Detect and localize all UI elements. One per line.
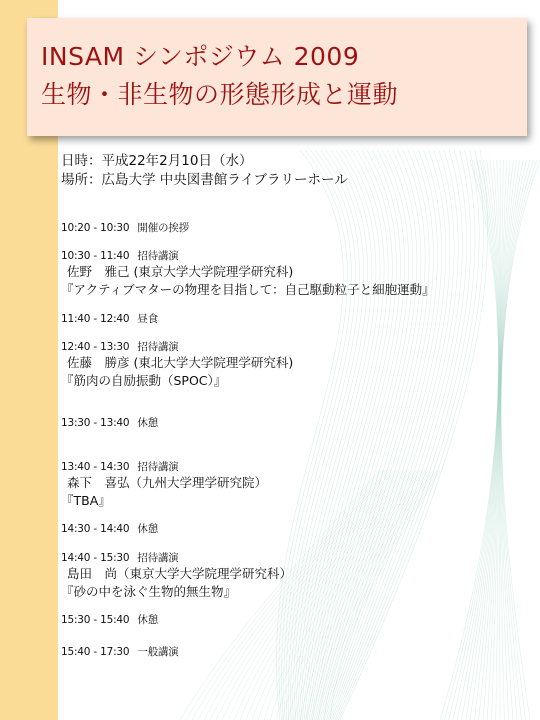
- entry-talk-title: 『アクティブマターの物理を目指して：自己駆動粒子と細胞運動』: [61, 282, 435, 297]
- entry-label: 休憩: [137, 614, 158, 626]
- entry-time: 10:20 - 10:30: [61, 222, 130, 234]
- schedule-entry: [61, 551, 292, 601]
- entry-time: 14:40 - 15:30: [61, 552, 130, 564]
- entry-time: 13:30 - 13:40: [61, 417, 130, 429]
- event-datetime: 日時：平成22年2月10日（水）: [61, 153, 253, 169]
- entry-speaker: 森下 喜弘（九州大学理学研究院）: [67, 475, 268, 490]
- entry-label: 招待講演: [137, 341, 179, 353]
- entry-time: 15:30 - 15:40: [61, 614, 130, 626]
- schedule-entry: [61, 312, 158, 326]
- entry-time: 11:40 - 12:40: [61, 313, 130, 325]
- schedule-entry: [61, 460, 267, 510]
- schedule-entry: [61, 613, 158, 627]
- entry-label: 開催の挨拶: [137, 222, 189, 234]
- entry-speaker: 佐藤 勝彦 (東北大学大学院理学研究科): [67, 355, 294, 370]
- entry-label: 休憩: [137, 523, 158, 535]
- entry-time: 14:30 - 14:40: [61, 523, 130, 535]
- schedule-entry: [61, 416, 158, 430]
- entry-label: 招待講演: [137, 250, 179, 262]
- entry-time: 13:40 - 14:30: [61, 461, 130, 473]
- schedule-entry: [61, 340, 293, 390]
- entry-label: 招待講演: [137, 552, 179, 564]
- entry-speaker: 佐野 雅己 (東京大学大学院理学研究科): [67, 264, 294, 279]
- title-line-1: INSAM シンポジウム 2009: [41, 42, 360, 71]
- entry-time: 12:40 - 13:30: [61, 341, 130, 353]
- entry-label: 招待講演: [137, 461, 179, 473]
- entry-label: 休憩: [137, 417, 158, 429]
- title-line-2: 生物・非生物の形態形成と運動: [41, 80, 399, 109]
- schedule-entry: [61, 221, 189, 235]
- event-venue: 場所：広島大学 中央図書館ライブラリーホール: [61, 172, 348, 188]
- entry-talk-title: 『砂の中を泳ぐ生物的無生物』: [61, 584, 237, 599]
- schedule-entry: [61, 522, 158, 536]
- entry-time: 15:40 - 17:30: [61, 646, 130, 658]
- entry-label: 昼食: [137, 313, 158, 325]
- event-info: [61, 152, 348, 190]
- entry-time: 10:30 - 11:40: [61, 250, 130, 262]
- entry-speaker: 島田 尚（東京大学大学院理学研究科）: [67, 566, 293, 581]
- entry-talk-title: 『筋肉の自励振動（SPOC）』: [61, 373, 227, 388]
- entry-talk-title: 『TBA』: [61, 493, 111, 508]
- entry-label: 一般講演: [137, 646, 179, 658]
- title-banner: [27, 18, 527, 136]
- schedule-entry: [61, 249, 435, 299]
- schedule-entry: [61, 645, 179, 659]
